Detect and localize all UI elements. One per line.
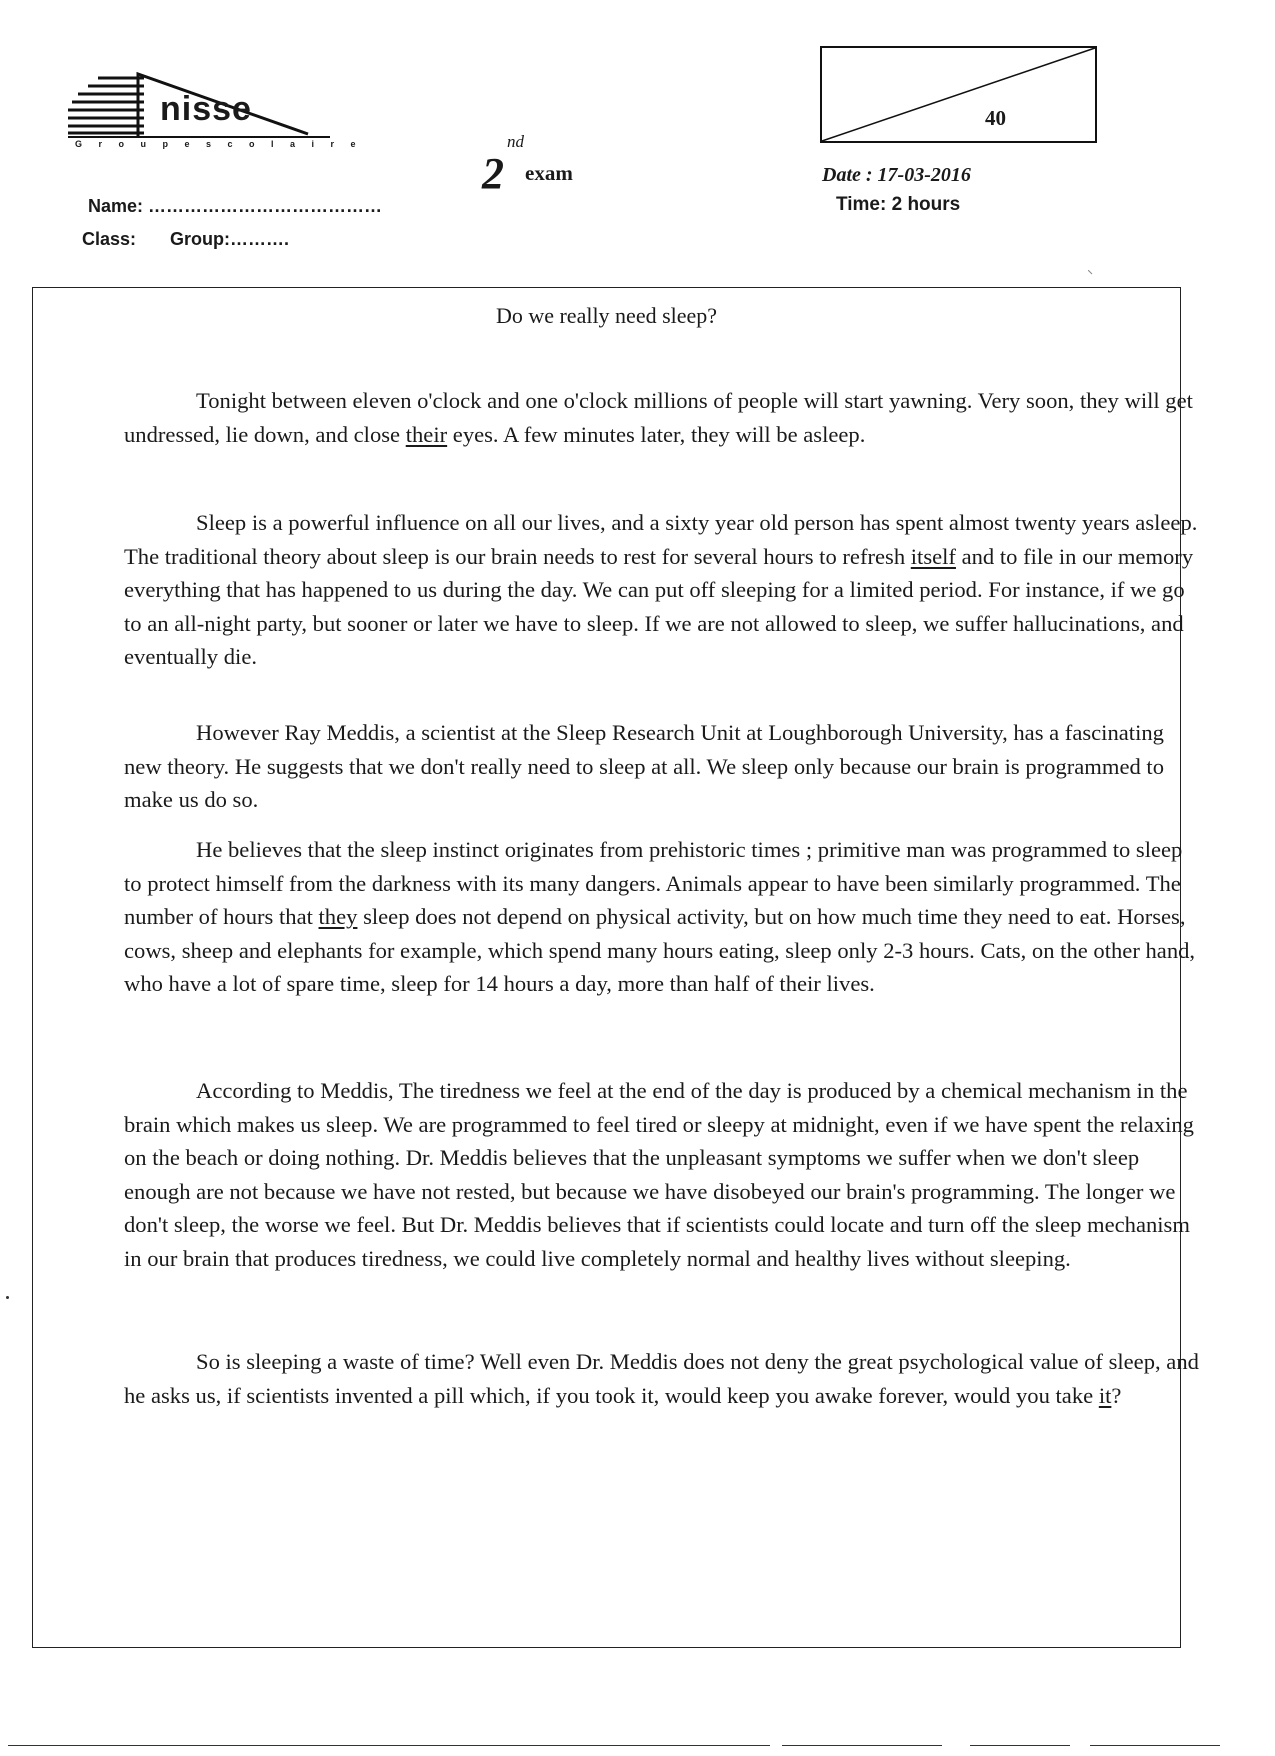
exam-title: exam [525,161,573,185]
underlined-word-itself: itself [910,543,956,569]
scan-dot [6,1296,9,1299]
paragraph-1: Tonight between eleven o'clock and one o'clock millions of people will start yawning. Very soon, they will get undressed, lie down, and close their eyes. A few minutes later, they will be asleep. [124,388,1193,447]
underlined-word-their: their [405,421,448,447]
reading-passage-box [32,287,1199,1648]
exam-duration: Time: 2 hours [836,194,961,215]
answer-line [782,1745,942,1746]
passage-title: Do we really need sleep? [495,303,718,328]
score-max: 40 [985,106,1006,130]
student-name-field[interactable]: Name: ………………………………… [88,196,383,216]
underlined-word-they: they [318,904,358,930]
underlined-word-it: it [1098,1382,1112,1408]
group-field[interactable]: Group:………. [170,229,290,249]
paragraph-5: According to Meddis, The tiredness we feel at the end of the day is produced by a chemical mechanism in the brain which makes us sleep. We are programmed to feel tired or sleepy at midnight, even if we have spent the relaxing on the beach or doing nothing. Dr. Meddis believes that the unpleasant symptoms we suffer when we don't sleep enough are not because we have not rested, but because we have disobeyed our brain's programming. The longer we don't sleep, the worse we feel. But Dr. Meddis believes that if scientists could locate and turn off the sleep mechanism in our brain that produces tiredness, we could live completely normal and healthy lives without sleeping. [124,1078,1194,1271]
class-group-line [82,230,289,248]
class-field[interactable]: Class: [82,229,137,249]
answer-line [970,1745,1070,1746]
paragraph-3: However Ray Meddis, a scientist at the Sleep Research Unit at Loughborough University, has a fascinating new theory. He suggests that we don't really need to sleep at all. We sleep only because our brain is programmed to make us do so. [124,720,1165,813]
paragraph-2: Sleep is a powerful influence on all our lives, and a sixty year old person has spent almost twenty years asleep. The traditional theory about sleep is our brain needs to rest for several hours to refresh itself and to file in our memory everything that has happened to us during the day. We can put off sleeping for a limited period. For instance, if we go to an all-night party, but sooner or later we have to sleep. If we are not allowed to sleep, we suffer hallucinations, and eventually die. [124,510,1198,670]
paragraph-4: He believes that the sleep instinct originates from prehistoric times ; primitive man was programmed to sleep to protect himself from the darkness with its many dangers. Animals appear to have been similarly programmed. The number of hours that they sleep does not depend on physical activity, but on how much time they need to eat. Horses, cows, sheep and elephants for example, which spend many hours eating, sleep only 2-3 hours. Cats, on the other hand, who have a lot of spare time, sleep for 14 hours a day, more than half of their lives. [124,837,1196,997]
exam-date: Date : 17-03-2016 [822,164,971,186]
scan-mark [1088,270,1093,275]
answer-line [8,1745,770,1746]
school-logo-name: nisse [160,90,252,128]
exam-number-suffix: nd [507,132,524,151]
school-logo-subtitle: G r o u p e s c o l a i r e [75,139,363,149]
paragraph-6: So is sleeping a waste of time? Well even Dr. Meddis does not deny the great psychological value of sleep, and he asks us, if scientists invented a pill which, if you took it, would keep you awake forever, would you take it? [124,1349,1199,1408]
score-box [820,46,1097,143]
exam-number: 2 [482,149,504,198]
answer-line [1090,1745,1220,1746]
